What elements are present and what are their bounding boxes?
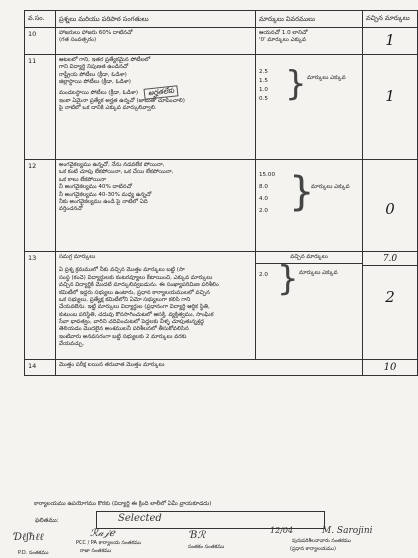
detail-line: ఆయనచో 1.0 లానిచో [259, 30, 308, 36]
table-row [25, 28, 418, 55]
brace-icon: } [277, 259, 299, 300]
row-marks-detail [256, 28, 363, 55]
question-line: ఇంకా ఏమైనా ప్రత్యేక అర్హత ఉన్నచో (జాబుతో చూపించాలి) [59, 97, 185, 104]
signature-4-label: పునఃపరిశీలనావారు సంతకము [292, 538, 351, 544]
row-marks-given [363, 28, 418, 55]
row-question [56, 28, 256, 55]
signature-3: Ɓℛ [190, 530, 206, 541]
row-number: 13 [25, 252, 56, 360]
signature-1-label: P.D. సంతకము [18, 550, 49, 556]
detail-line: '0' మార్కులు ఎక్కువ [259, 37, 307, 44]
marks-table [24, 10, 418, 376]
row-marks-given [363, 252, 418, 360]
given-total: 10 [383, 362, 397, 373]
question-line: ఒక కాలు లేకపోయినా [59, 176, 106, 183]
question-line [59, 87, 252, 98]
result-label: ఫలితము: [35, 517, 59, 524]
question-line: ఏ ప్రశ్న క్రమములో నీకు వచ్చిన మొత్తం మార్కులు బట్టి (సా [59, 267, 185, 274]
question-line: సేవా భావత్వం, వారిని చదివించుటలో పెద్దలకు వీళ్ళ చూపుతున్నశ్రద్ధ [59, 319, 204, 325]
question-line: వచ్చిన విద్యార్థికి మొదటి మార్కులివ్వబడును. ఈ సంఖ్యాపరిమిణ పరిశీలిం [59, 282, 219, 289]
point-value: 2.0 [259, 272, 268, 279]
point-value: 0.5 [259, 96, 268, 102]
given-subtotal: 7.0 [363, 254, 417, 266]
signature-4: M. Sarojini [322, 526, 373, 536]
question-line: నీ అంగవైకల్యము 40% దాటినచో [59, 184, 132, 191]
row-question [56, 160, 256, 252]
question-line: హాజరులు హాజరు 60% దాటినచో [59, 30, 133, 36]
signature-date: 12/04 [270, 526, 294, 535]
question-line: జిల్లాస్థాయి పోటీలు (క్రీడా, ఓడిశా) [59, 79, 131, 86]
table-row [25, 160, 418, 252]
row-number: 10 [25, 28, 56, 55]
point-value: 4.0 [259, 196, 268, 202]
header-question: ప్రశ్నలు మరియు పరిపాఠ సంగతులు [56, 11, 256, 28]
given-mark: 1 [385, 87, 395, 105]
question-line: సంస్థ (కంచె) విద్యార్థులకు కంటరవ్యూలు కేటాయించి, ఎక్కువ మార్కులు [59, 274, 213, 281]
question-line: వేయవచ్చు. [59, 341, 85, 348]
point-value: 2.0 [259, 208, 268, 214]
detail-text: మార్కులు ఎక్కువ [307, 75, 346, 81]
point-value: 2.5 [259, 69, 268, 75]
result-value: Selected [118, 513, 162, 524]
question-line: ఒక సభ్యులు, ప్రత్యేక్ష కమిటీలోని ఏమో సభ్యులుగా కలిసి గాని [59, 296, 191, 303]
point-value: 8.0 [259, 184, 268, 190]
row-question [56, 55, 256, 160]
brace-icon: } [285, 64, 307, 104]
question-line: (గత సంవత్సరం) [59, 37, 97, 44]
row-number: 11 [25, 55, 56, 160]
row-marks-detail [256, 55, 363, 160]
question-line: వర్తించనచో [59, 206, 83, 213]
row-question: మొత్తం పరీక్ష లయిన తరువాత మొత్తం మార్కులు [56, 360, 363, 376]
point-value: 1.0 [259, 87, 268, 93]
signature-3-label: సంతకం సంతకము [188, 544, 225, 550]
question-line: రాష్ట్రీయ పోటీలు (క్రీడా, ఓడిశా) [59, 71, 127, 78]
brace-icon: } [289, 169, 315, 215]
question-line: కమిటీలో ఇద్దరు సభ్యులు ఉంటారు, ప్రధాన కార్యాలయములలో వచ్చిన [59, 289, 210, 296]
header-serial: వ.సం. [25, 11, 56, 28]
signature-2-sub: రాజా సంతకము [80, 548, 112, 554]
question-line: చేయవలెను. ఇట్టి మార్కులు విద్యార్థుల (ప్రధానంగా విద్యార్థి ఆర్థిక స్థితి, [59, 304, 210, 311]
points-list [259, 169, 359, 220]
row-marks-detail [256, 160, 363, 252]
table-row [25, 55, 418, 160]
row-number: 12 [25, 160, 56, 252]
signature-2-label: PCC / PA కార్యాలయ సంతకము [76, 540, 142, 546]
given-marks-subheader: వచ్చిన మార్కులు [256, 254, 362, 264]
signature-4-sub: (ప్రధాన కార్యాలయము) [290, 546, 336, 552]
signature-1: Ɗℓʃℏℓℓ [14, 532, 44, 543]
stamp: అర్హతలేకు [144, 85, 179, 100]
header-marks-detail: మార్కులు వివరములు [256, 11, 363, 28]
row-marks-given [363, 55, 418, 160]
question-line: అంగవైకల్యము ఉన్నచో, నేను నడవలేక పోయినా, [59, 162, 165, 168]
question-line: కుటుంబ పరిస్థితి, చదువు కొనసాగించుటలో ఆసక్తి, వ్యక్తిత్వము, సాంఘిక [59, 311, 214, 318]
points-list [259, 259, 359, 300]
question-line: ఆటలలో గాని, ఇతర ప్రత్యేకమైన పోటీలలో [59, 57, 151, 63]
header-marks-given: వచ్చిన మార్కులు [363, 11, 418, 28]
detail-text: మార్కులు ఎక్కువ [299, 270, 338, 277]
point-value: 15.00 [259, 172, 276, 178]
signature-area [0, 526, 405, 558]
row-title: సమగ్ర మార్కులు [59, 254, 96, 260]
table-row [25, 252, 418, 360]
question-line: తెలియడం మొదలైన అంశములనీ పరిశీలనలో తీసుకోవలిసిన [59, 326, 189, 333]
question-text: మండలస్థాయి పోటీలు (క్రీడా, ఓడిశా) [59, 89, 138, 96]
question-line: పై నాటిలో ఒక దానికి ఎక్కువ మార్కులివ్వాలి. [59, 105, 157, 112]
table-header-row [25, 11, 418, 28]
given-mark: 2 [385, 288, 395, 306]
question-line: ఒక కంటి చూపు లేకపోయినా, ఒక చేయి లేకపోయినా, [59, 169, 174, 176]
point-value: 1.5 [259, 78, 268, 84]
question-line: నీ అంగవైకల్యము 40-30% మధ్య ఉన్నచో [59, 191, 152, 198]
row-marks-given [363, 360, 418, 376]
given-mark: 0 [385, 200, 395, 218]
question-line: నీకు అంగవైకల్యము ఉండి పై నాటిలో ఏది [59, 198, 148, 205]
points-list [259, 64, 359, 105]
table-row [25, 360, 418, 376]
detail-text: మార్కులు ఎక్కువ [311, 184, 350, 190]
row-question [56, 252, 256, 360]
row-number: 14 [25, 360, 56, 376]
question-line: గాని విద్యార్థి నిపుణత ఉండినచో [59, 64, 129, 71]
signature-2: ℛ𝒶𝒿ℯ [90, 528, 115, 539]
row-marks-detail [256, 252, 363, 360]
office-use-note: కార్యాలయము ఉపయోగము కొరకు (విద్యార్థి ఈ క్రింది లాలీలో ఏమీ వ్రాయకూడదు) [34, 501, 212, 507]
question-line: ఇంటివారు అనవసరంగా బట్టి సభ్యులకు 2 మార్కులు వరకు [59, 333, 187, 340]
row-marks-given [363, 160, 418, 252]
given-mark: 1 [385, 31, 395, 49]
